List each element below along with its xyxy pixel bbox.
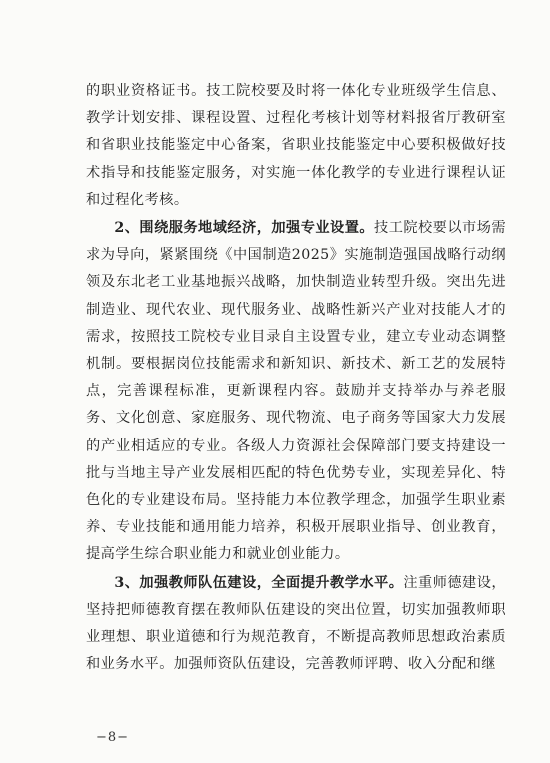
paragraph-text: 技工院校要以市场需求为导向，紧紧围绕《中国制造2025》实施制造强国战略行动纲领及东北老工业基地振兴战略，加快制造业转型升级。突出先进制造业、现代农业、现代服务业、战略性新兴产业对技能人才的需求，按照技工院校专业目录自主设置专业，建立专业动态调整机制。要根据岗位技能需求和新知识、新技术、新工艺的发展特点，完善课程标准，更新课程内容。鼓励并支持举办与养老服务、文化创意、家庭服务、现代物流、电子商务等国家大力发展的产业相适应的专业。各级人力资源社会保障部门要支持建设一批与当地主导产业发展相匹配的特色优势专业，实现差异化、特色化的专业建设布局。坚持能力本位教学理念，加强学生职业素养、专业技能和通用能力培养，积极开展职业指导、创业教育，提高学生综合职业能力和就业创业能力。 [86,220,506,563]
section-heading: 3、加强教师队伍建设，全面提升教学水平。 [114,574,404,591]
page-number: −8− [96,730,130,745]
paragraph-continuation [86,78,506,214]
section-heading: 2、围绕服务地域经济，加强专业设置。 [114,220,375,237]
paragraph-section-3 [86,570,506,679]
paragraph-text: 注重师德建设，坚持把师德教育摆在教师队伍建设的突出位置，切实加强教师职业理想、职业道德和行为规范教育，不断提高教师思想政治素质和业务水平。加强师资队伍建设，完善教师评聘、收入分配和继 [86,574,507,673]
paragraph-text: 的职业资格证书。技工院校要及时将一体化专业班级学生信息、教学计划安排、课程设置、过程化考核计划等材料报省厅教研室和省职业技能鉴定中心备案，省职业技能鉴定中心要积极做好技术指导和技能鉴定服务，对实施一体化教学的专业进行课程认证和过程化考核。 [86,83,506,208]
paragraph-section-2 [86,215,506,569]
